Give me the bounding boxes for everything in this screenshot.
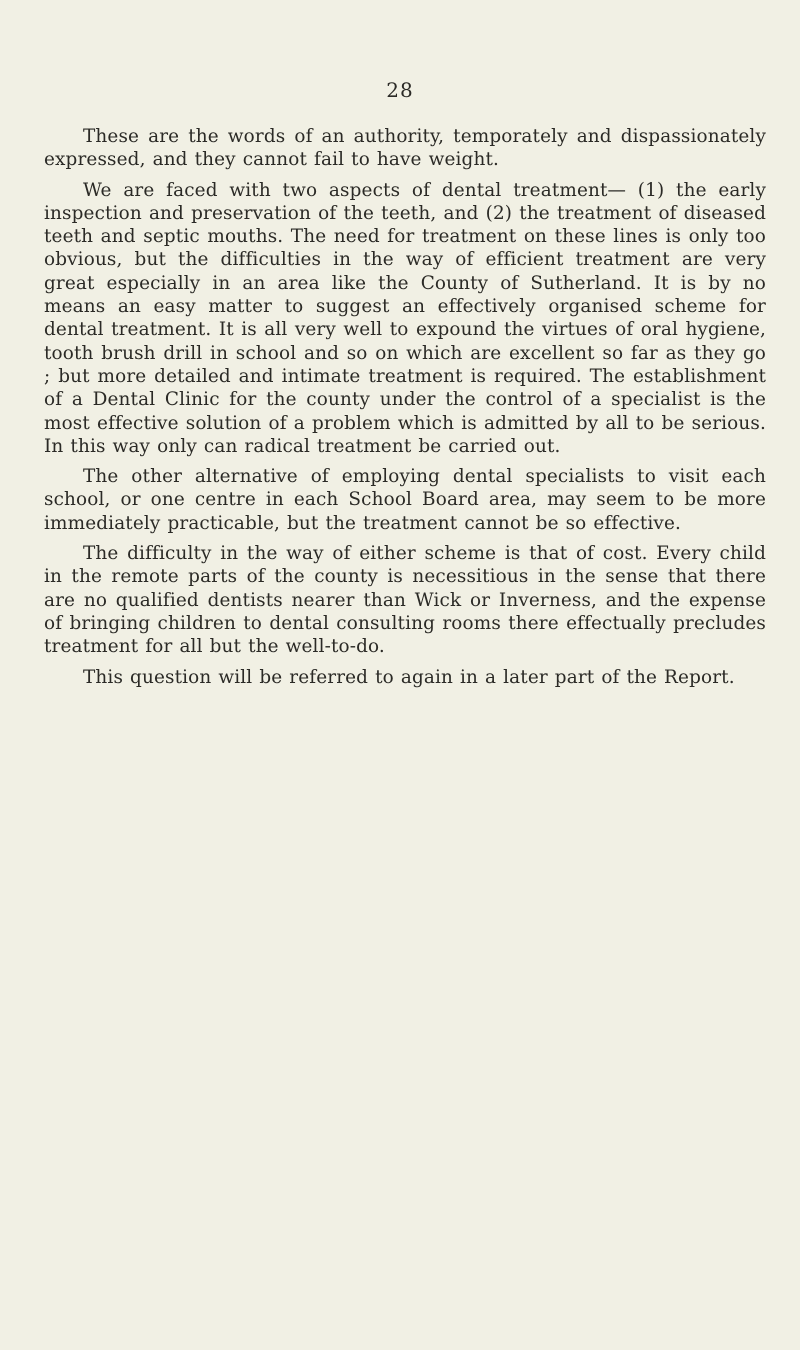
- paragraph-authority-quote: These are the words of an authority, temporately and dispassionately expressed, and they cannot fail to have weight.: [44, 126, 766, 171]
- page-number: 28: [386, 78, 414, 102]
- paragraph-dental-treatment-aspects: We are faced with two aspects of dental treatment— (1) the early inspection and preservation of the teeth, and (2) the treatment of diseased teeth and septic mouths. The need for treatment on these lines is only too obvious, but the difficulties in the way of efficient treatment are very great especially in an area like the County of Sutherland. It is by no means an easy matter to suggest an effectively organised scheme for dental treatment. It is all very well to expound the virtues of oral hygiene, tooth brush drill in school and so on which are excellent so far as they go ; but more detailed and intimate treatment is required. The establishment of a Dental Clinic for the county under the control of a specialist is the most effective solution of a problem which is admitted by all to be serious. In this way only can radical treatment be carried out.: [44, 179, 766, 457]
- paragraph-alternative-specialists: The other alternative of employing dental specialists to visit each school, or one centre in each School Board area, may seem to be more immediately practicable, but the treatment cannot be so effective.: [44, 466, 766, 534]
- paragraph-cost-difficulty: The difficulty in the way of either scheme is that of cost. Every child in the remote parts of the county is necessitious in the sense that there are no qualified dentists nearer than Wick or Inverness, and the expense of bringing children to dental consulting rooms there effectually precludes treatment for all but the well-to-do.: [44, 543, 766, 658]
- body-text: [44, 125, 766, 696]
- paragraph-later-reference: This question will be referred to again in a later part of the Report.: [83, 666, 735, 688]
